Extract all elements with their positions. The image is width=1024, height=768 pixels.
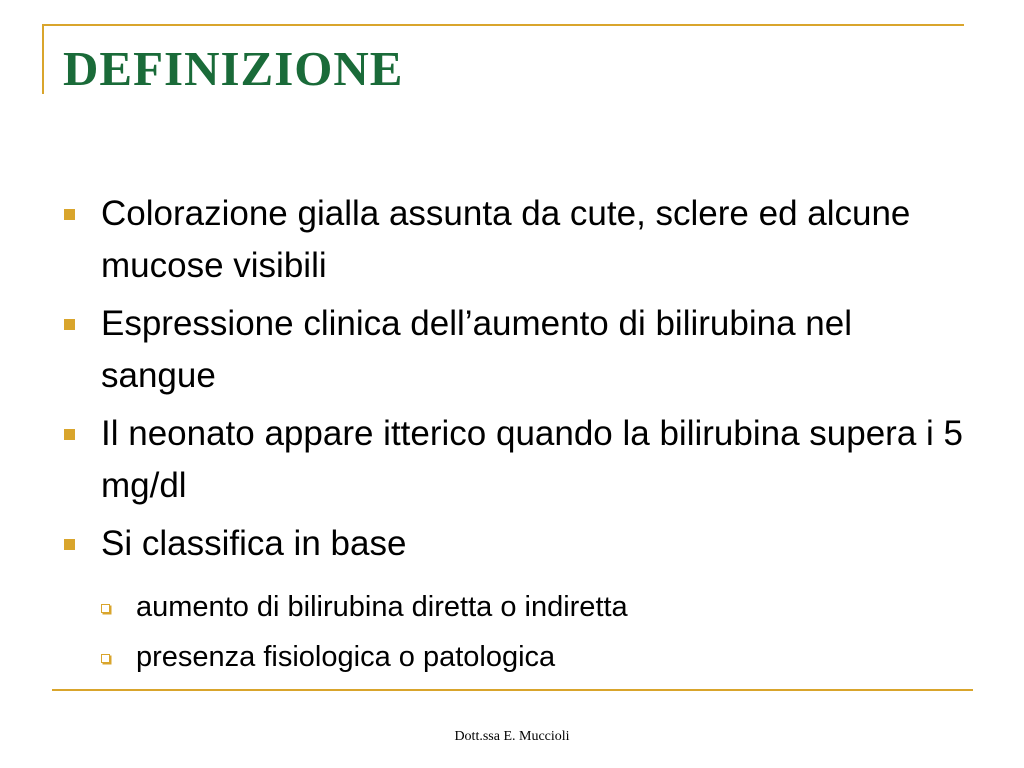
slide-title: DEFINIZIONE — [63, 41, 404, 96]
footer-author: Dott.ssa E. Muccioli — [454, 729, 570, 744]
filled-square-bullet-icon — [64, 429, 75, 440]
filled-square-bullet-icon — [64, 539, 75, 550]
bullet-item-classification — [62, 518, 972, 570]
bullet-text: Espressione clinica dell’aumento di bilirubina nel sangue — [101, 304, 852, 395]
filled-square-bullet-icon — [64, 319, 75, 330]
bullet-list — [62, 188, 972, 576]
bottom-rule — [52, 689, 973, 691]
bullet-text: Il neonato appare itterico quando la bilirubina supera i 5 mg/dl — [101, 414, 963, 505]
hollow-square-bullet-icon — [101, 654, 110, 663]
left-rule — [42, 24, 44, 94]
bullet-text: Colorazione gialla assunta da cute, sclere ed alcune mucose visibili — [101, 194, 911, 285]
sub-bullet-text: presenza fisiologica o patologica — [136, 641, 556, 673]
bullet-text: Si classifica in base — [101, 524, 407, 563]
filled-square-bullet-icon — [64, 209, 75, 220]
sub-bullet-item-bilirubin — [99, 582, 959, 632]
sub-bullet-list — [99, 582, 959, 682]
sub-bullet-text: aumento di bilirubina diretta o indiretta — [136, 591, 628, 623]
bullet-item-neonate — [62, 408, 972, 512]
hollow-square-bullet-icon — [101, 604, 110, 613]
top-rule — [42, 24, 964, 26]
sub-bullet-item-presence — [99, 632, 959, 682]
bullet-item-expression — [62, 298, 972, 402]
bullet-item-coloration — [62, 188, 972, 292]
